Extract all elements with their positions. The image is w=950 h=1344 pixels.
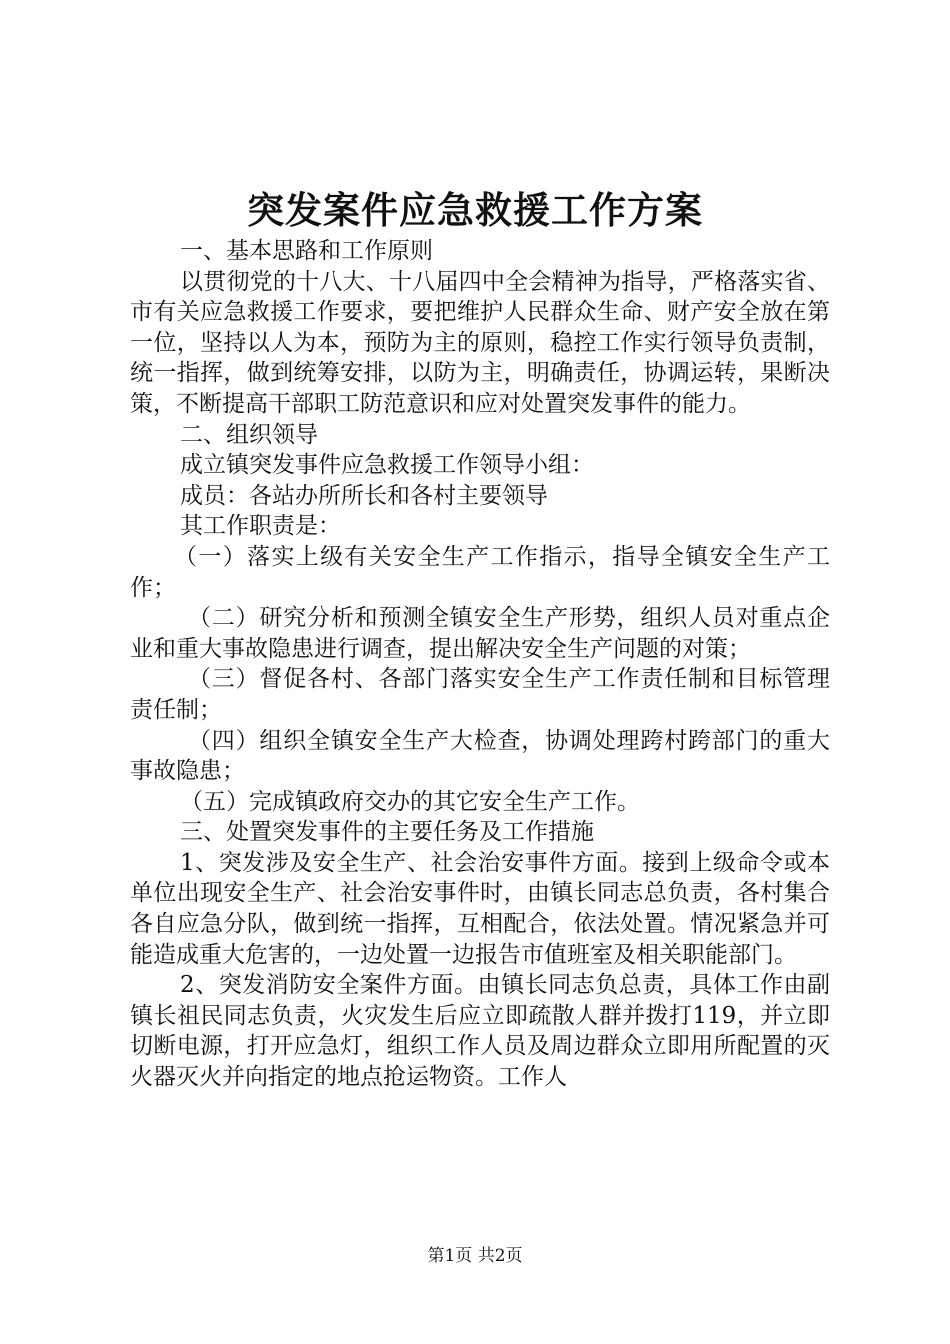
paragraph-principles: 以贯彻党的十八大、十八届四中全会精神为指导，严格落实省、市有关应急救援工作要求，要把维护人民群众生命、财产安全放在第一位，坚持以人为本，预防为主的原则，稳控工作实行领导负责制，统一指挥，做到统筹安排，以防为主，明确责任，协调运转，果断决策，不断提高干部职工防范意识和应对处置突发事件的能力。: [130, 268, 830, 417]
page-footer: 第1页 共2页: [427, 1246, 523, 1266]
duty-item-2: （二）研究分析和预测全镇安全生产形势，组织人员对重点企业和重大事故隐患进行调查，提出解决安全生产问题的对策；: [130, 605, 830, 662]
paragraph-leading-group: 成立镇突发事件应急救援工作领导小组：: [180, 452, 594, 479]
section-heading-3: 三、处置突发事件的主要任务及工作措施: [180, 819, 594, 846]
document-body: [130, 236, 830, 1093]
duty-item-4: （四）组织全镇安全生产大检查，协调处理跨村跨部门的重大事故隐患；: [130, 727, 830, 785]
duty-item-5: （五）完成镇政府交办的其它安全生产工作。: [180, 788, 640, 815]
duty-item-3: （三）督促各村、各部门落实安全生产工作责任制和目标管理责任制；: [130, 666, 830, 723]
section-heading-1: 一、基本思路和工作原则: [180, 238, 433, 264]
paragraph-duties-intro: 其工作职责是：: [180, 513, 341, 540]
duty-item-1: （一）落实上级有关安全生产工作指示，指导全镇安全生产工作；: [130, 543, 830, 601]
measure-item-1: 1、突发涉及安全生产、社会治安事件方面。接到上级命令或本单位出现安全生产、社会治安事件时，由镇长同志总负责，各村集合各自应急分队，做到统一指挥，互相配合，依法处置。情况紧急并可能造成重大危害的，一边处置一边报告市值班室及相关职能部门。: [130, 849, 830, 968]
section-heading-2: 二、组织领导: [180, 421, 318, 448]
document-title: 突发案件应急救援工作方案: [247, 188, 703, 232]
measure-item-2: 2、突发消防安全案件方面。由镇长同志负总责，具体工作由副镇长祖民同志负责，火灾发生后应立即疏散人群并拨打119，并立即切断电源，打开应急灯，组织工作人员及周边群众立即用所配置的灭火器灭火并向指定的地点抢运物资。工作人: [130, 972, 830, 1091]
paragraph-members: 成员：各站办所所长和各村主要领导: [180, 482, 548, 509]
